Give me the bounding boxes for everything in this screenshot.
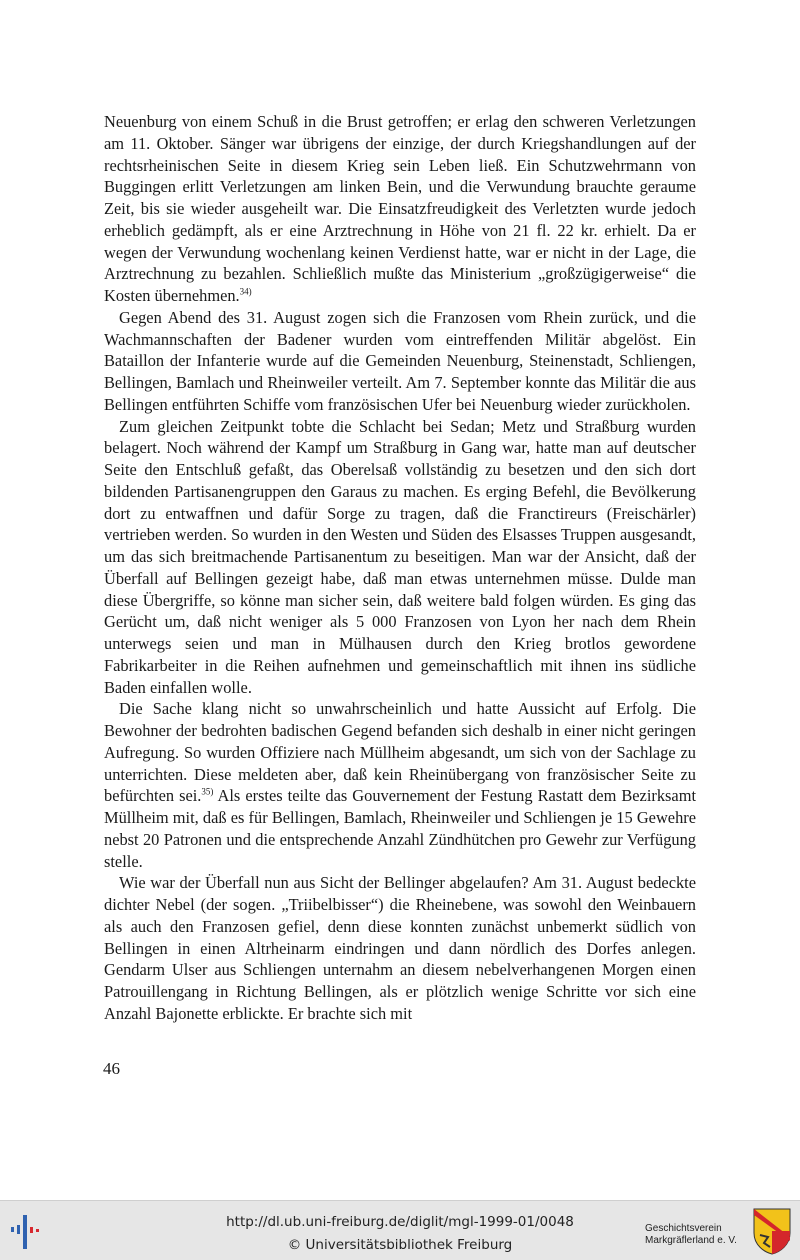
association-name-line: Geschichtsverein	[645, 1223, 722, 1234]
footnote-mark: 35)	[201, 786, 214, 797]
paragraph-text: Die Sache klang nicht so unwahrscheinlich und hatte Aussicht auf Erfolg. Die Bewohner der bedrohten badischen Gegend befanden sich deshalb in einer nicht geringen Aufregung. So wurden Offiziere nach Müllheim abgesandt, um sich von der Sachlage zu unterrichten. Diese meldeten aber, daß kein Rheinübergang von französischer Seite zu befürchten sei.	[104, 699, 696, 806]
paragraph: Gegen Abend des 31. August zogen sich die Franzosen vom Rhein zurück, und die Wachmannschaften der Badener wurden vom eintreffenden Militär abgelöst. Ein Bataillon der Infanterie wurde auf die Gemeinden Neuenburg, Steinenstadt, Schliengen, Bellingen, Bamlach und Rheinweiler verteilt. Am 7. September konnte das Militär die aus Bellingen entführten Schiffe vom französischen Ufer bei Neuenburg wieder zurückholen.	[104, 307, 696, 414]
body-text	[104, 111, 696, 1025]
copyright-text: © Universitätsbibliothek Freiburg	[287, 1237, 513, 1253]
association-name	[645, 1223, 745, 1247]
footer-bar	[0, 1200, 800, 1260]
association-name-line: Markgräflerland e. V.	[645, 1235, 737, 1246]
paragraph: Zum gleichen Zeitpunkt tobte die Schlacht bei Sedan; Metz und Straßburg wurden belagert. Noch während der Kampf um Straßburg in Gang war, hatte man auf deutscher Seite den Entschluß gefaßt, das Oberelsaß vollständig zu besetzen und den sich dort bildenden Partisanengruppen den Garaus zu machen. Es erging Befehl, die Bevölkerung dort zu entwaffnen und dafür Sorge zu tragen, daß die Franctireurs (Freischärler) vertrieben werden. So wurden in den Westen und Süden des Elsasses Truppen ausgesandt, um das sich breitmachende Partisanentum zu beseitigen. Man war der Ansicht, daß der Überfall auf Bellingen gezeigt habe, daß man etwas unternehmen müsse. Dulde man diese Übergriffe, so könne man sicher sein, daß weitere bald folgen würden. Es ging das Gerücht um, daß nicht weniger als 5 000 Franzosen von Lyon her nach dem Rhein unterwegs seien und man in Mülhausen durch den Krieg brotlos gewordene Fabrikarbeiter in die Reihen aufnehmen und gemeinschaftlich mit ihnen ins südliche Baden einfallen wolle.	[104, 416, 696, 697]
footnote-mark: 34)	[239, 286, 252, 297]
paragraph-text: Neuenburg von einem Schuß in die Brust getroffen; er erlag den schweren Verletzungen am 11. Oktober. Sänger war übrigens der einzige, der durch Kriegshandlungen auf der rechtsrheinischen Seite in diesem Krieg sein Leben ließ. Ein Schutzwehrmann von Buggingen erlitt Verletzungen am linken Bein, und die Verwundung brauchte geraume Zeit, bis sie wieder ausgeheilt war. Die Einsatzfreudigkeit des Verletzten wurde jedoch erheblich gedämpft, als er eine Arztrechnung in Höhe von 21 fl. 22 kr. erhielt. Da er wegen der Verwundung wochenlang keinen Verdienst hatte, war er nicht in der Lage, die Arztrechnung zu bezahlen. Schließlich mußte das Ministerium „großzügigerweise“ die Kosten übernehmen.	[104, 112, 696, 305]
coat-of-arms-icon	[752, 1207, 792, 1255]
paragraph: Wie war der Überfall nun aus Sicht der Bellinger abgelaufen? Am 31. August bedeckte dichter Nebel (der sogen. „Triibelbisser“) die Rheinebene, was sowohl den Weinbauern als auch den Franzosen gefiel, denn diese konnten zunächst unbemerkt südlich von Bellingen in einen Altrheinarm eindringen und dann nördlich des Dorfes anlegen. Gendarm Ulser aus Schliengen unternahm an diesem nebelverhangenen Morgen einen Patrouillengang in Richtung Bellingen, als er plötzlich wenige Schritte vor sich eine Anzahl Bajonette erblickte. Er brachte sich mit	[104, 873, 696, 1023]
page-number: 46	[103, 1059, 120, 1078]
ub-freiburg-logo-icon[interactable]	[10, 1211, 46, 1253]
paragraph-text: Als erstes teilte das Gouvernement der Festung Rastatt dem Bezirksamt Müllheim mit, daß es für Bellingen, Bamlach, Rheinweiler und Schliengen je 15 Gewehre nebst 20 Patronen und die entsprechende Anzahl Zündhütchen pro Gewehr zur Verfügung stelle.	[104, 786, 696, 871]
permalink-url[interactable]: http://dl.ub.uni-freiburg.de/diglit/mgl-1999-01/0048	[226, 1214, 574, 1230]
paragraph	[104, 111, 696, 307]
paragraph	[104, 698, 696, 872]
